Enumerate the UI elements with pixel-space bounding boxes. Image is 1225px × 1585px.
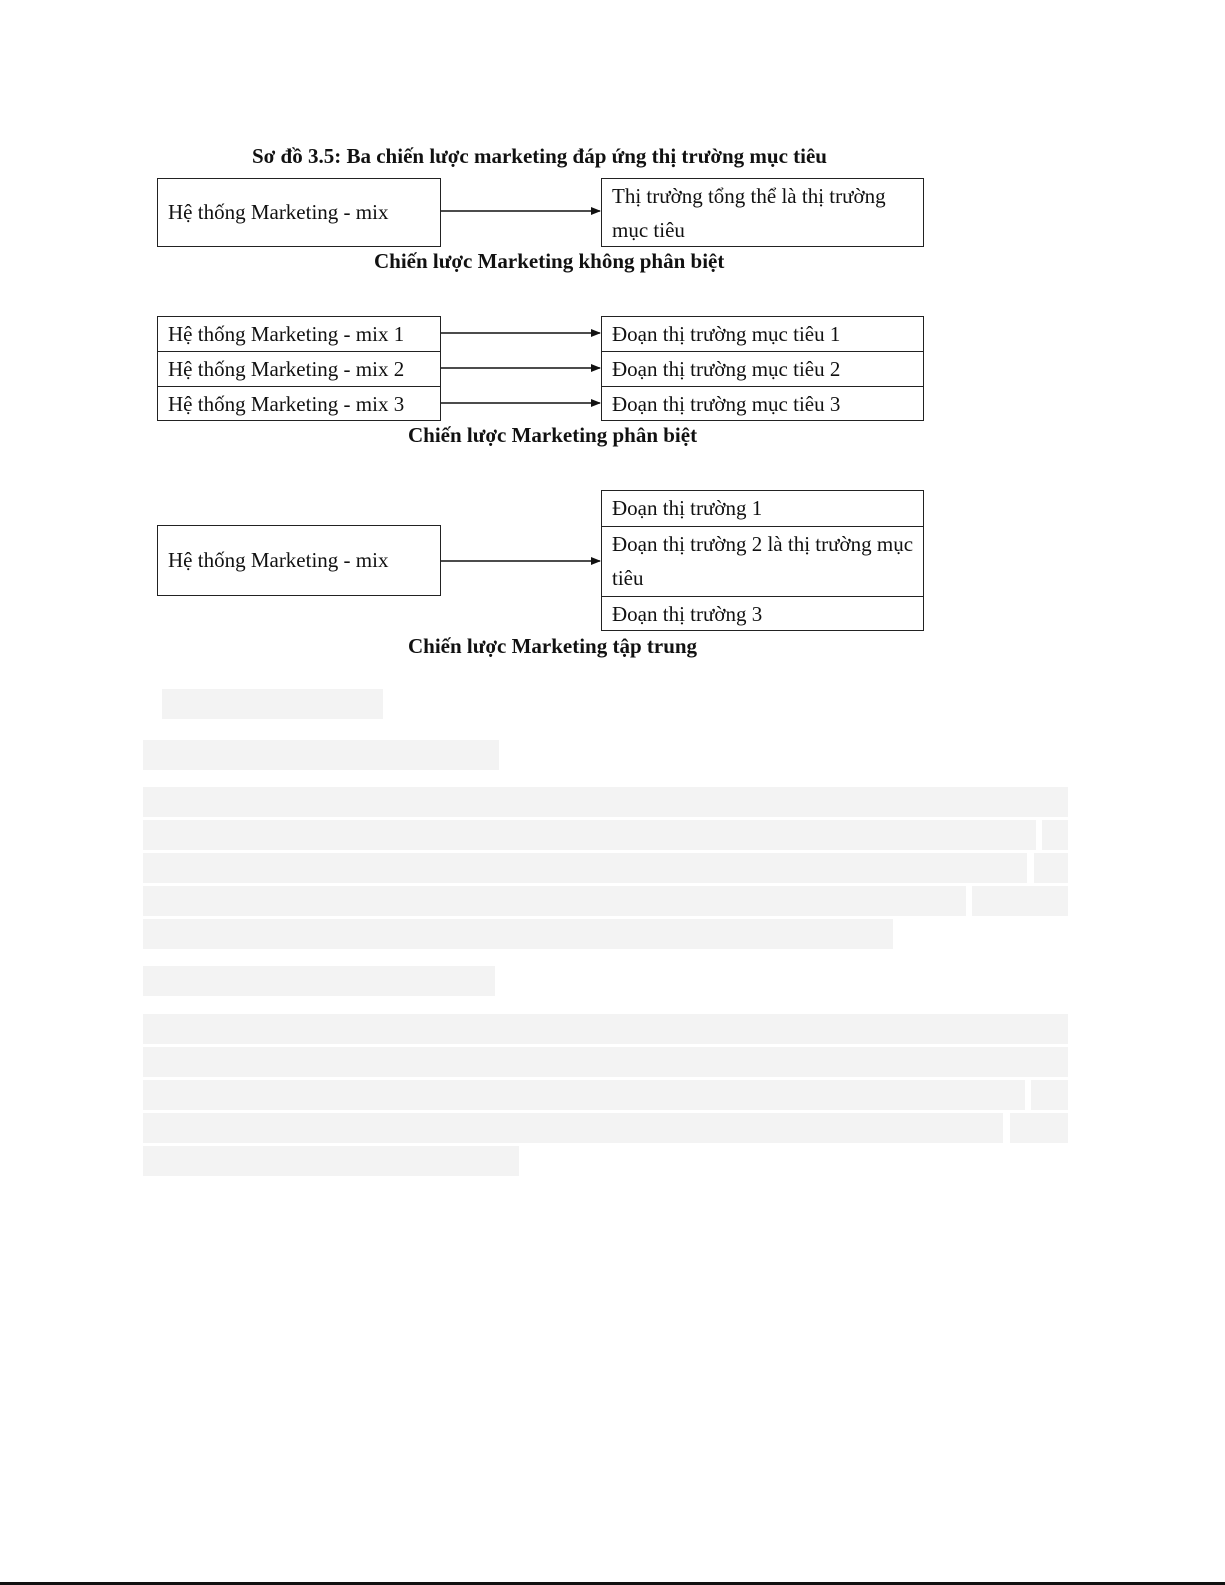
redacted-line: [1034, 853, 1068, 883]
redacted-block-subheading-2: [143, 966, 495, 996]
redacted-line: [143, 1113, 1003, 1143]
redacted-line: [143, 787, 1068, 817]
redacted-line: [1042, 820, 1068, 850]
concentrated-segment-3: Đoạn thị trường 3: [602, 596, 923, 630]
differentiated-mix-2: Hệ thống Marketing - mix 2: [158, 351, 440, 386]
redacted-line: [143, 886, 966, 916]
concentrated-caption: Chiến lược Marketing tập trung: [408, 634, 698, 658]
redacted-line: [143, 853, 1027, 883]
concentrated-segment-2-target: Đoạn thị trường 2 là thị trường mục tiêu: [602, 526, 923, 596]
differentiated-mix-1: Hệ thống Marketing - mix 1: [168, 322, 405, 346]
redacted-line: [1031, 1080, 1068, 1110]
undifferentiated-caption: Chiến lược Marketing không phân biệt: [374, 249, 725, 273]
undifferentiated-target-label: Thị trường tổng thể là thị trường mục tiêu: [612, 184, 886, 242]
differentiated-segment-1: Đoạn thị trường mục tiêu 1: [612, 322, 841, 346]
redacted-line: [972, 886, 1068, 916]
concentrated-segment-1: Đoạn thị trường 1: [612, 496, 763, 520]
redacted-line: [143, 820, 1036, 850]
redacted-line: [143, 1047, 1068, 1077]
redacted-line: [143, 1146, 519, 1176]
differentiated-segment-3: Đoạn thị trường mục tiêu 3: [602, 386, 923, 420]
undifferentiated-mix-label: Hệ thống Marketing - mix: [168, 200, 389, 224]
differentiated-caption: Chiến lược Marketing phân biệt: [408, 423, 698, 447]
diagram-title: Sơ đồ 3.5: Ba chiến lược marketing đáp ứng thị trường mục tiêu: [252, 144, 827, 168]
redacted-line: [143, 1014, 1068, 1044]
redacted-block-subheading-1: [143, 740, 499, 770]
redacted-line: [143, 1080, 1025, 1110]
redacted-block-heading: [162, 689, 383, 719]
concentrated-mix-label: Hệ thống Marketing - mix: [168, 548, 389, 572]
differentiated-segment-2: Đoạn thị trường mục tiêu 2: [602, 351, 923, 386]
redacted-line: [1010, 1113, 1068, 1143]
connector-arrows: [0, 0, 1225, 700]
differentiated-mix-3: Hệ thống Marketing - mix 3: [158, 386, 440, 420]
redacted-line: [143, 919, 893, 949]
